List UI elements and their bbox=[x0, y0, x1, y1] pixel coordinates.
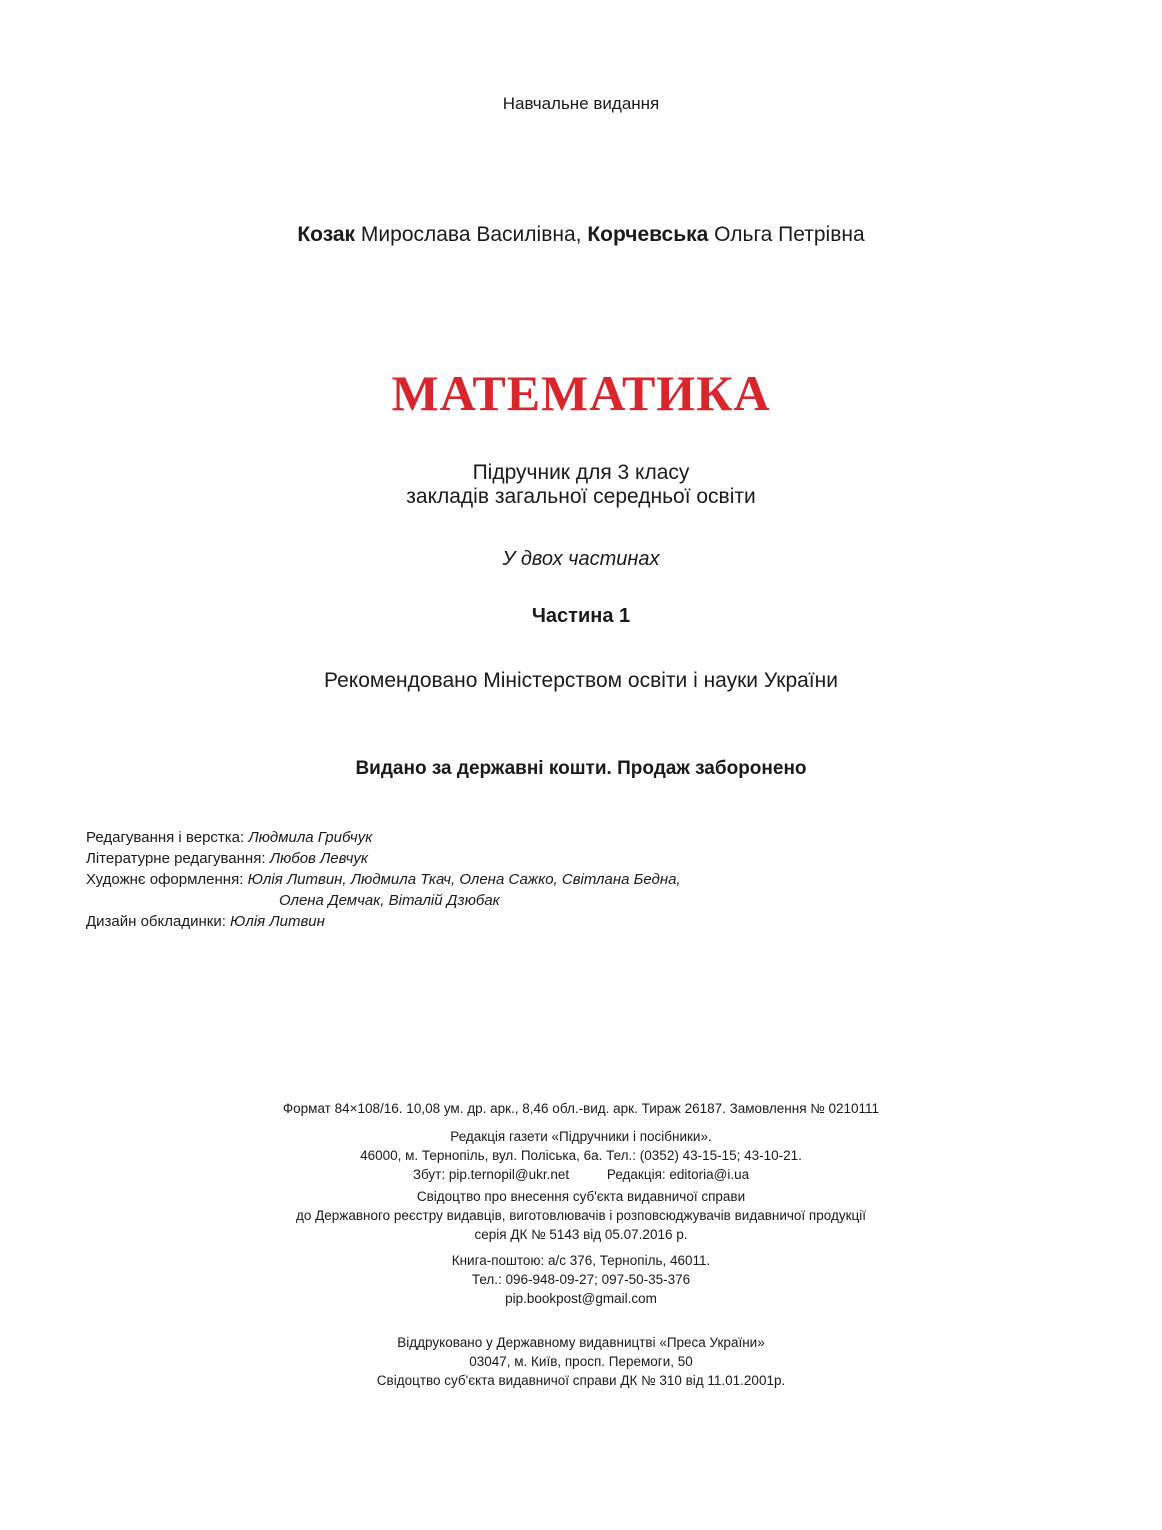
recommendation-note: Рекомендовано Міністерством освіти і науки України bbox=[324, 669, 838, 692]
printer-line-2: 03047, м. Київ, просп. Перемоги, 50 bbox=[469, 1354, 693, 1369]
mail-order-line-1: Книга-поштою: а/с 376, Тернопіль, 46011. bbox=[451, 1253, 711, 1268]
part-number: Частина 1 bbox=[531, 605, 631, 627]
printer-line-1: Віддруковано у Державному видавництві «Преса України» bbox=[397, 1335, 765, 1350]
format-line: Формат 84×108/16. 10,08 ум. др. арк., 8,46 обл.-вид. арк. Тираж 26187. Замовлення № 0210111 bbox=[282, 1101, 880, 1116]
subtitle-line-1: Підручник для 3 класу bbox=[472, 461, 690, 484]
imprint-mail-order bbox=[0, 1251, 1162, 1308]
author1-surname: Козак bbox=[297, 223, 356, 246]
credit-cover-label: Дизайн обкладинки: bbox=[86, 913, 226, 930]
credits-block bbox=[86, 827, 681, 932]
credit-literary-names: Любов Левчук bbox=[269, 850, 368, 867]
credit-literary bbox=[86, 848, 681, 869]
book-title: МАТЕМАТИКА bbox=[391, 365, 771, 421]
edition-type: Навчальне видання bbox=[502, 94, 660, 113]
publisher-emails bbox=[0, 1165, 1162, 1184]
editorial-email: Редакція: editoria@i.ua bbox=[606, 1167, 750, 1182]
author1-given-names: Мирослава Василівна, bbox=[360, 223, 582, 246]
credit-literary-label: Літературне редагування: bbox=[86, 850, 266, 867]
mail-order-line-3: pip.bookpost@gmail.com bbox=[505, 1291, 657, 1306]
certificate-line-2: до Державного реєстру видавців, виготовлювачів і розповсюджувачів видавничої продукції bbox=[296, 1208, 866, 1223]
printer-line-3: Свідоцтво суб'єкта видавничої справи ДК № 310 від 11.01.2001р. bbox=[376, 1373, 786, 1388]
imprint-certificate bbox=[0, 1187, 1162, 1244]
author2-given-names: Ольга Петрівна bbox=[714, 223, 865, 246]
credit-cover-names: Юлія Литвин bbox=[230, 913, 325, 930]
certificate-line-1: Свідоцтво про внесення суб'єкта видавничої справи bbox=[416, 1189, 746, 1204]
credit-cover bbox=[86, 911, 681, 932]
credit-art-continued bbox=[86, 890, 681, 911]
credit-editing-label: Редагування і верстка: bbox=[86, 829, 245, 846]
mail-order-line-2: Тел.: 096-948-09-27; 097-50-35-376 bbox=[471, 1272, 691, 1287]
credit-editing-names: Людмила Грибчук bbox=[248, 829, 373, 846]
credit-editing bbox=[86, 827, 681, 848]
credit-art-names-line-1: Юлія Литвин, Людмила Ткач, Олена Сажко, Світлана Бедна, bbox=[247, 871, 681, 888]
imprint-format bbox=[0, 1099, 1162, 1118]
publisher-name: Редакція газети «Підручники і посібники». bbox=[450, 1129, 712, 1144]
book-subtitle bbox=[0, 461, 1162, 509]
publisher-address: 46000, м. Тернопіль, вул. Поліська, 6а. Тел.: (0352) 43-15-15; 43-10-21. bbox=[360, 1148, 802, 1163]
author2-surname: Корчевська bbox=[587, 223, 709, 246]
sales-email: Збут: pip.ternopil@ukr.net bbox=[412, 1167, 570, 1182]
credit-art-names-line-2: Олена Демчак, Віталій Дзюбак bbox=[279, 892, 500, 909]
credit-art-label: Художнє оформлення: bbox=[86, 871, 244, 888]
state-funded-note: Видано за державні кошти. Продаж заборонено bbox=[355, 758, 807, 779]
certificate-line-3: серія ДК № 5143 від 05.07.2016 р. bbox=[474, 1227, 688, 1242]
subtitle-line-2: закладів загальної середньої освіти bbox=[406, 485, 756, 508]
parts-note: У двох частинах bbox=[502, 548, 660, 570]
imprint-printer bbox=[0, 1333, 1162, 1390]
credit-art bbox=[86, 869, 681, 890]
authors-line bbox=[0, 223, 1162, 247]
imprint-publisher bbox=[0, 1127, 1162, 1184]
